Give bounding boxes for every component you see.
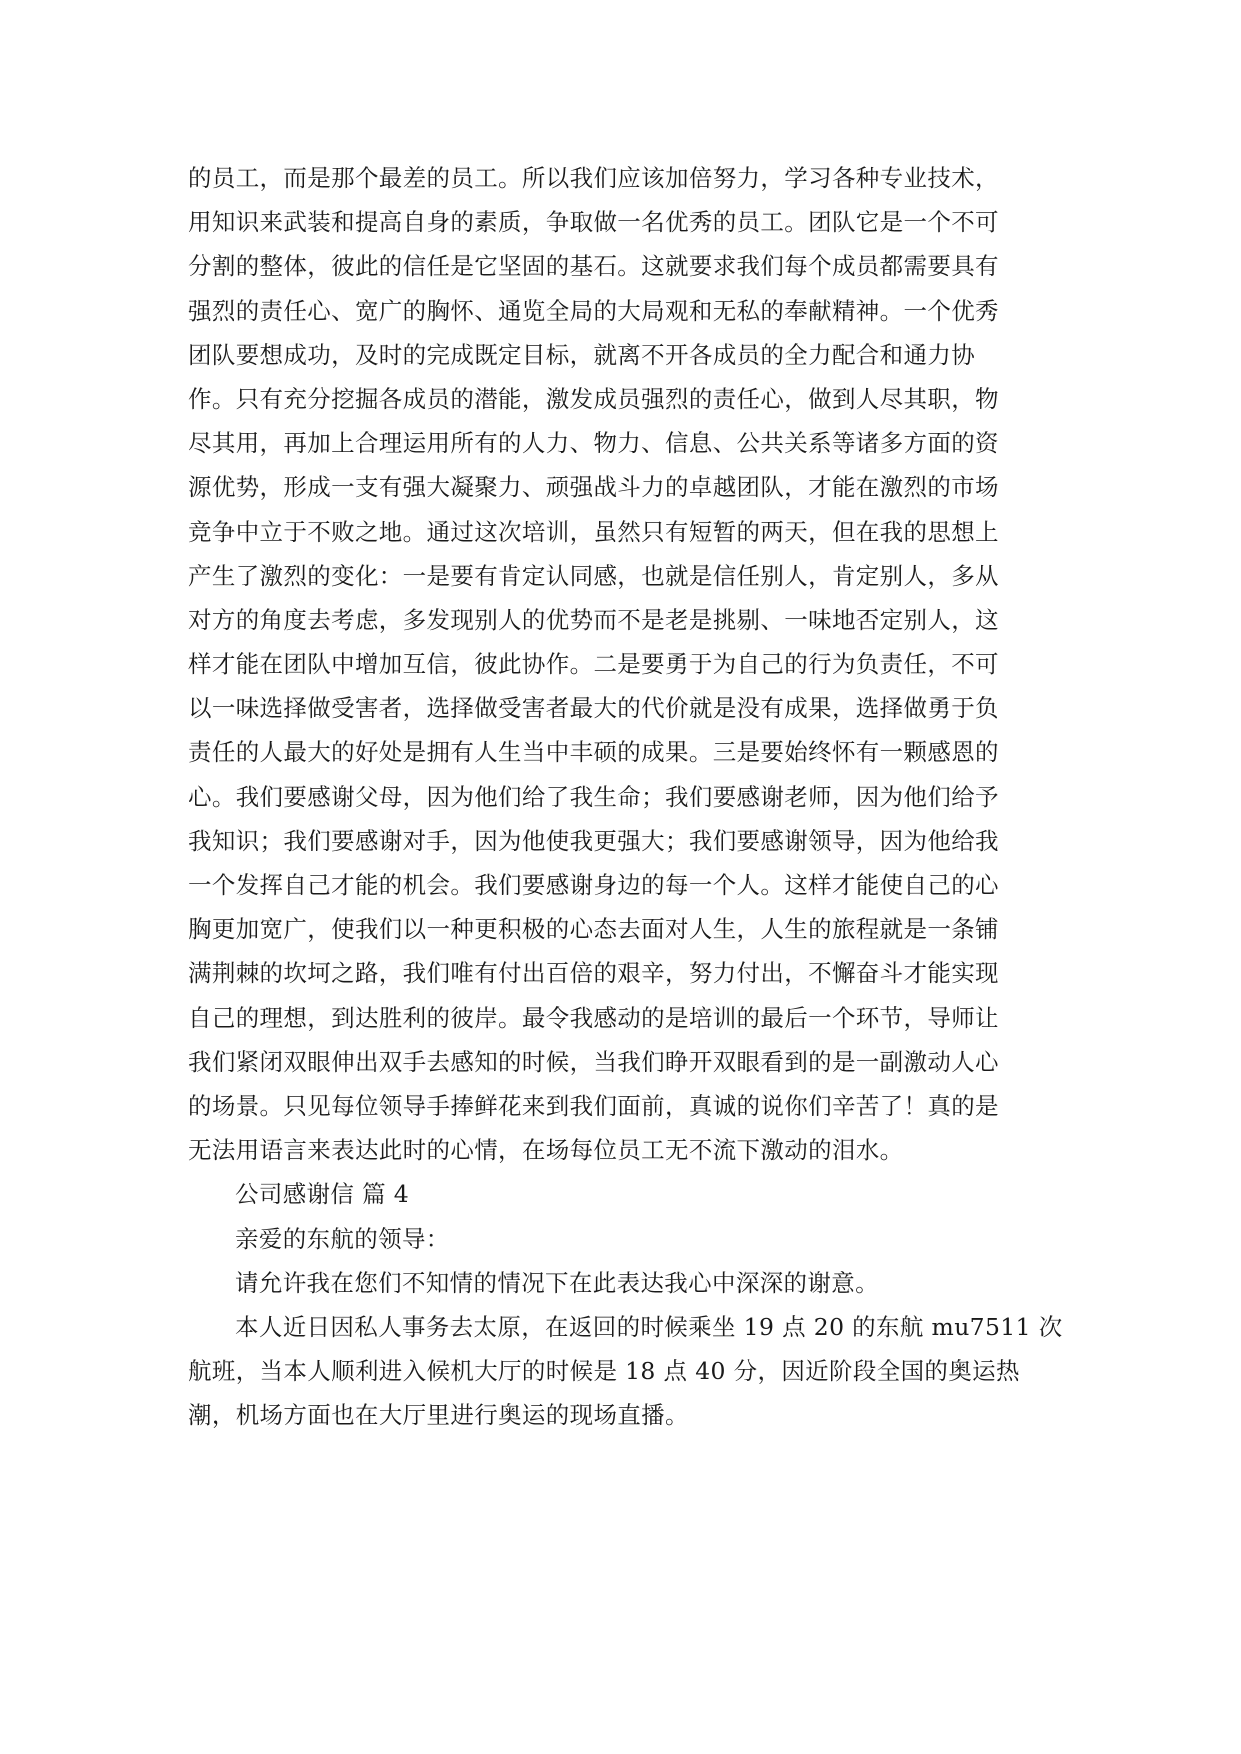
- body-line: 我知识；我们要感谢对手，因为他使我更强大；我们要感谢领导，因为他给我: [188, 826, 999, 855]
- section-title: 公司感谢信 篇 4: [235, 1180, 410, 1209]
- body-line: 分割的整体，彼此的信任是它坚固的基石。这就要求我们每个成员都需要具有: [188, 252, 999, 281]
- body-line: 以一味选择做受害者，选择做受害者最大的代价就是没有成果，选择做勇于负: [188, 694, 999, 723]
- body-line: 尽其用，再加上合理运用所有的人力、物力、信息、公共关系等诸多方面的资: [188, 429, 999, 458]
- body-line: 胸更加宽广，使我们以一种更积极的心态去面对人生，人生的旅程就是一条铺: [188, 915, 999, 944]
- body-line: 对方的角度去考虑，多发现别人的优势而不是老是挑剔、一味地否定别人，这: [188, 605, 999, 634]
- body-line: 源优势，形成一支有强大凝聚力、顽强战斗力的卓越团队，才能在激烈的市场: [188, 473, 999, 502]
- body-line: 的场景。只见每位领导手捧鲜花来到我们面前，真诚的说你们辛苦了！真的是: [188, 1091, 999, 1120]
- document-body: [188, 156, 1068, 1437]
- body-line: 无法用语言来表达此时的心情，在场每位员工无不流下激动的泪水。: [188, 1136, 904, 1165]
- body-line: 满荆棘的坎坷之路，我们唯有付出百倍的艰辛，努力付出，不懈奋斗才能实现: [188, 959, 999, 988]
- letter-salutation: 亲爱的东航的领导：: [235, 1224, 450, 1253]
- body-line: 心。我们要感谢父母，因为他们给了我生命；我们要感谢老师，因为他们给予: [188, 782, 999, 811]
- letter-paragraph-line: 航班，当本人顺利进入候机大厅的时候是 18 点 40 分，因近阶段全国的奥运热: [188, 1357, 1020, 1386]
- body-line: 样才能在团队中增加互信，彼此协作。二是要勇于为自己的行为负责任，不可: [188, 650, 999, 679]
- body-line: 自己的理想，到达胜利的彼岸。最令我感动的是培训的最后一个环节，导师让: [188, 1003, 999, 1032]
- body-line: 我们紧闭双眼伸出双手去感知的时候，当我们睁开双眼看到的是一副激动人心: [188, 1047, 999, 1076]
- letter-paragraph-line: 潮，机场方面也在大厅里进行奥运的现场直播。: [188, 1401, 689, 1430]
- body-line: 产生了激烈的变化：一是要有肯定认同感，也就是信任别人，肯定别人，多从: [188, 561, 999, 590]
- body-line: 强烈的责任心、宽广的胸怀、通览全局的大局观和无私的奉献精神。一个优秀: [188, 296, 999, 325]
- body-line: 责任的人最大的好处是拥有人生当中丰硕的成果。三是要始终怀有一颗感恩的: [188, 738, 999, 767]
- body-line: 竞争中立于不败之地。通过这次培训，虽然只有短暂的两天，但在我的思想上: [188, 517, 999, 546]
- body-line: 用知识来武装和提高自身的素质，争取做一名优秀的员工。团队它是一个不可: [188, 208, 999, 237]
- letter-paragraph: 请允许我在您们不知情的情况下在此表达我心中深深的谢意。: [235, 1268, 879, 1297]
- body-line: 团队要想成功，及时的完成既定目标，就离不开各成员的全力配合和通力协: [188, 340, 976, 369]
- body-line: 作。只有充分挖掘各成员的潜能，激发成员强烈的责任心，做到人尽其职，物: [188, 384, 999, 413]
- body-line: 一个发挥自己才能的机会。我们要感谢身边的每一个人。这样才能使自己的心: [188, 871, 999, 899]
- letter-paragraph-line: 本人近日因私人事务去太原，在返回的时候乘坐 19 点 20 的东航 mu7511 次: [235, 1312, 1063, 1341]
- body-line: 的员工，而是那个最差的员工。所以我们应该加倍努力，学习各种专业技术，: [188, 164, 999, 192]
